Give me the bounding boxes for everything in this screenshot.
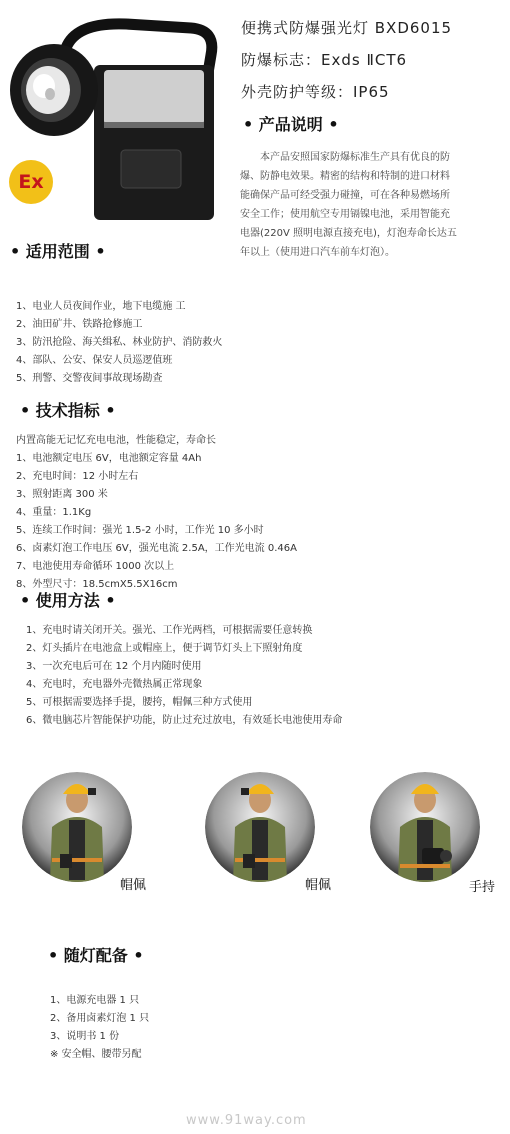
usage-heading: • 使用方法 •: [20, 591, 116, 610]
specs-intro: 内置高能无记忆充电电池，性能稳定，寿命长: [16, 435, 216, 446]
list-item: 5、连续工作时间：强光 1.5-2 小时，工作光 10 多小时: [16, 525, 264, 536]
ex-badge: Ex: [9, 160, 53, 204]
scope-heading: • 适用范围 •: [10, 242, 106, 261]
list-item: 2、油田矿井、铁路抢修施工: [16, 319, 143, 330]
helmet-worker-photo-1: [22, 772, 132, 882]
description-text: 本产品安照国家防爆标准生产具有优良的防爆、防静电效果。精密的结构和特制的进口材料能确保产品可经受强力碰撞，可在各种易燃场所安全工作；使用航空专用镉镍电池，采用智能充电器(220V 照明电源直接充电)，灯泡寿命长达五年以上（使用进口汽车前车灯泡）。: [240, 152, 457, 258]
list-item: 3、照射距离 300 米: [16, 489, 108, 500]
specs-heading: • 技术指标 •: [20, 401, 116, 420]
list-item: 3、说明书 1 份: [50, 1031, 120, 1042]
list-item: 4、重量：1.1Kg: [16, 507, 92, 518]
list-item: 8、外型尺寸：18.5cmX5.5X16cm: [16, 579, 178, 590]
accessories-heading: • 随灯配备 •: [48, 946, 144, 965]
list-item: 1、电业人员夜间作业，地下电缆施 工: [16, 301, 186, 312]
list-item: ※ 安全帽、腰带另配: [50, 1049, 142, 1060]
list-item: 6、卤素灯泡工作电压 6V，强光电流 2.5A，工作光电流 0.46A: [16, 543, 297, 554]
explosion-mark: 防爆标志：Exds ⅡCT6: [241, 51, 408, 69]
list-item: 4、部队、公安、保安人员巡逻值班: [16, 355, 173, 366]
list-item: 2、灯头插片在电池盒上或帽座上，便于调节灯头上下照射角度: [26, 643, 303, 654]
list-item: 3、防汛抢险、海关缉私、林业防护、消防救火: [16, 337, 223, 348]
photo-caption: 手持: [469, 880, 496, 895]
list-item: 1、充电时请关闭开关。强光、工作光两档，可根据需要任意转换: [26, 625, 313, 636]
protection-grade: 外壳防护等级：IP65: [241, 83, 390, 101]
list-item: 2、充电时间：12 小时左右: [16, 471, 139, 482]
helmet-worker-photo-2: [205, 772, 315, 882]
list-item: 5、刑警、交警夜间事故现场勘查: [16, 373, 163, 384]
list-item: 5、可根据需要选择手提，腰挎，帽佩三种方式使用: [26, 697, 253, 708]
list-item: 6、微电脑芯片智能保护功能，防止过充过放电，有效延长电池使用寿命: [26, 715, 343, 726]
list-item: 1、电池额定电压 6V，电池额定容量 4Ah: [16, 453, 202, 464]
handheld-worker-photo: [370, 772, 480, 882]
description-heading: • 产品说明 •: [243, 115, 339, 134]
list-item: 7、电池使用寿命循环 1000 次以上: [16, 561, 175, 572]
photo-caption: 帽佩: [305, 878, 332, 893]
list-item: 3、一次充电后可在 12 个月内随时使用: [26, 661, 202, 672]
product-title: 便携式防爆强光灯 BXD6015: [241, 19, 453, 37]
list-item: 2、备用卤素灯泡 1 只: [50, 1013, 150, 1024]
list-item: 4、充电时，充电器外壳微热属正常现象: [26, 679, 203, 690]
list-item: 1、电源充电器 1 只: [50, 995, 140, 1006]
photo-caption: 帽佩: [120, 878, 147, 893]
footer-watermark: www.91way.com: [186, 1113, 307, 1128]
